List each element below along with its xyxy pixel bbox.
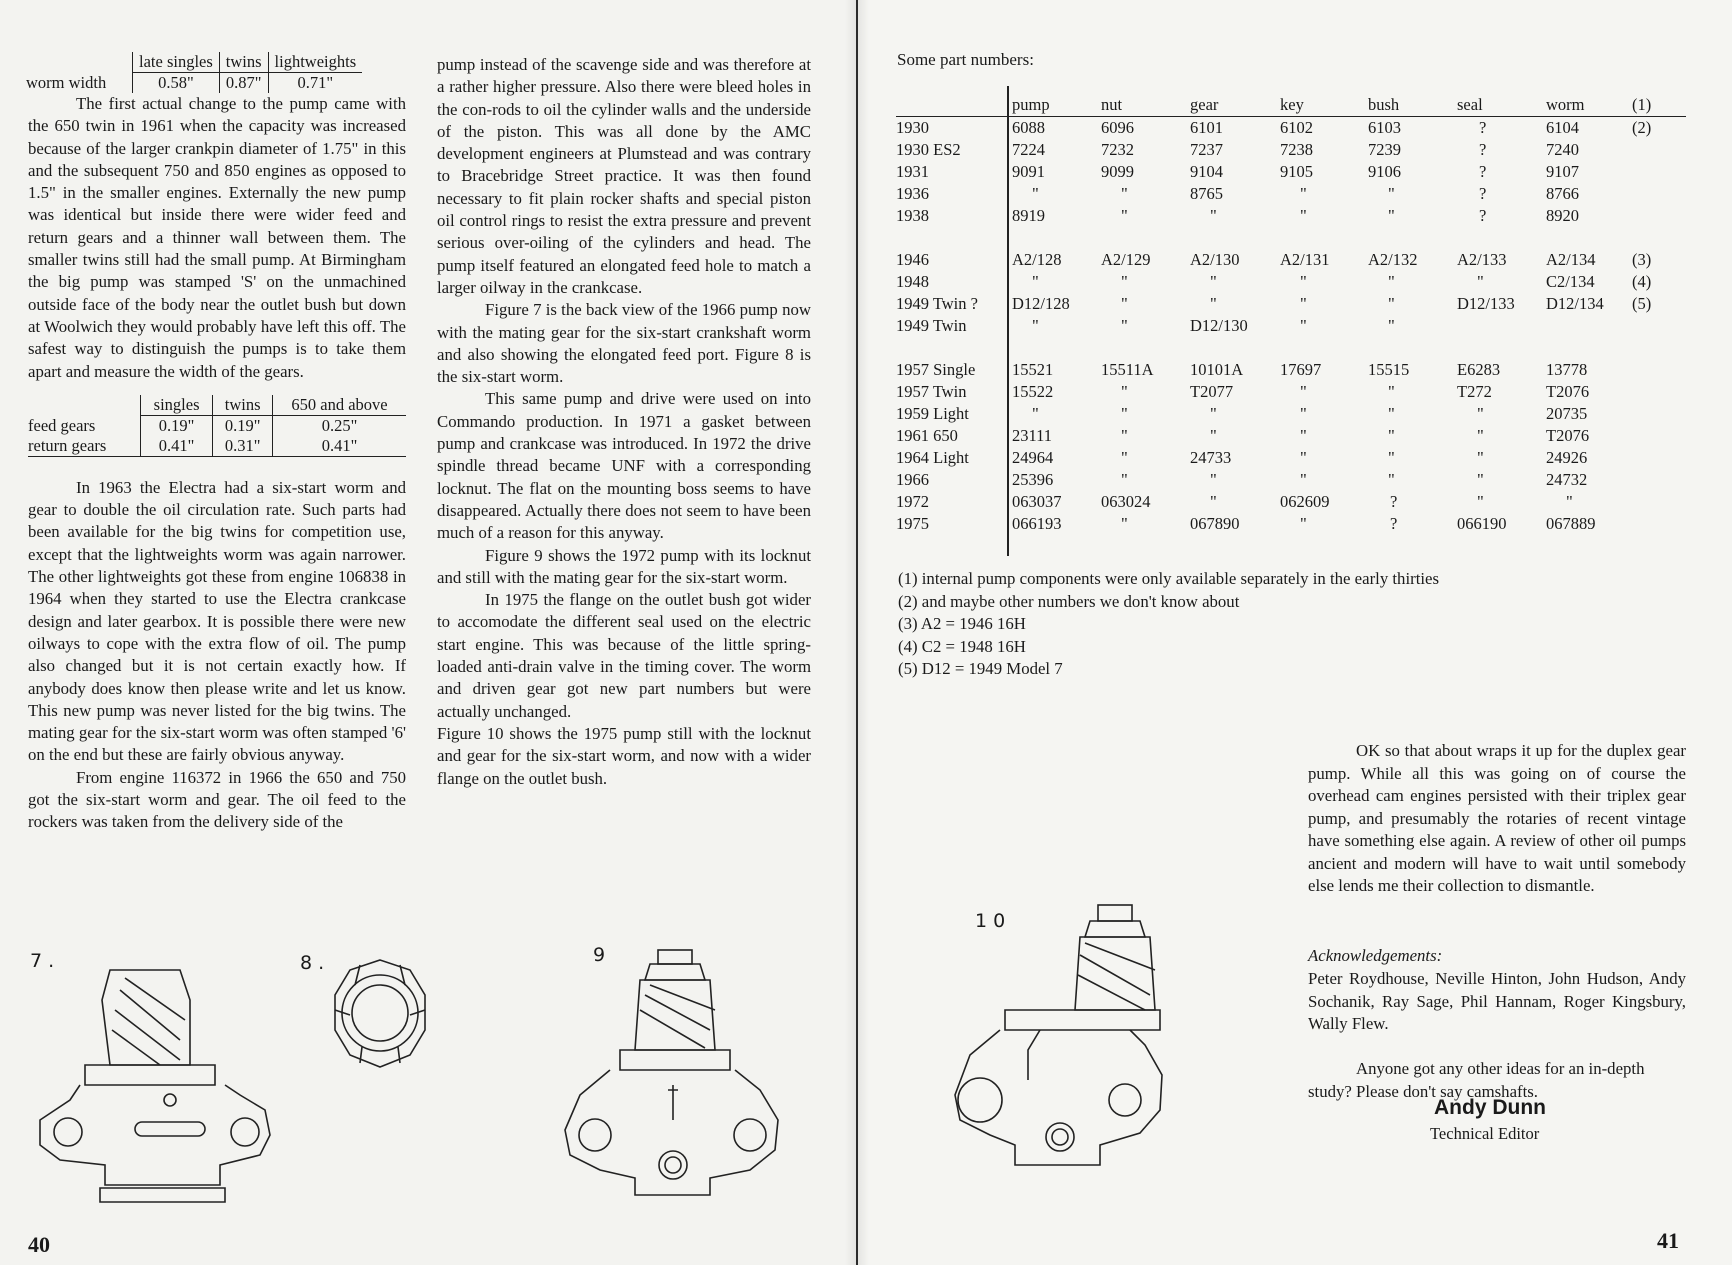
table-cell: " (1388, 426, 1395, 445)
note: (2) and maybe other numbers we don't know about (898, 591, 1240, 611)
left-column-2 (437, 54, 811, 790)
table-cell: " (1121, 184, 1128, 203)
figure-9-label: 9 (593, 944, 606, 966)
table-cell: A2/129 (1101, 250, 1151, 269)
cell-worm-lightweights: 0.71" (268, 73, 362, 94)
table-row (896, 491, 1686, 513)
paragraph: This same pump and drive were used on into Commando production. In 1971 a gasket between pump and crankcase was introduced. In 1972 the drive spindle thread became UNF with a corresponding locknut. The flat on the mounting boss seems to have disappeared. Actually there does not seem to have been much of a reason for this anyway. (437, 389, 811, 543)
page-number-right: 41 (1657, 1228, 1679, 1253)
table-cell: " (1388, 316, 1395, 335)
table-cell: (5) (1632, 294, 1652, 313)
table-cell: 24732 (1546, 470, 1588, 489)
row-year: 1975 (896, 514, 929, 533)
table-cell: 24926 (1546, 448, 1588, 467)
table-cell: 9106 (1368, 162, 1401, 181)
row-year: 1936 (896, 184, 929, 203)
header-lightweights: lightweights (268, 52, 362, 73)
cell: 0.25" (273, 415, 406, 436)
table-row (896, 359, 1686, 381)
table-cell: ? (1479, 206, 1487, 225)
header-singles: singles (141, 395, 213, 416)
table-row (896, 315, 1686, 337)
author-role: Technical Editor (1430, 1124, 1540, 1143)
table-cell: ? (1479, 140, 1487, 159)
paragraph: Figure 7 is the back view of the 1966 pump now with the mating gear for the six-start crankshaft worm and also showing the elongated feed port. Figure 8 is the six-start worm. (437, 300, 811, 387)
table-cell: " (1210, 206, 1217, 225)
figure-10-label: 1 0 (975, 910, 1006, 932)
table-cell: 6096 (1101, 118, 1134, 137)
table-cell: 8766 (1546, 184, 1579, 203)
closing-text: OK so that about wraps it up for the duplex gear pump. While all this was going on of course the overhead cam engines persisted with their triplex gear pump, and presumably the rotaries of recent vintage have something else again. A review of other oil pumps ancient and modern will have to wait until somebody else lends me their collection to dismantle. (1308, 741, 1686, 895)
row-year: 1957 Twin (896, 382, 967, 401)
table-cell: 15515 (1368, 360, 1410, 379)
table-cell: " (1477, 404, 1484, 423)
table-cell: D12/128 (1012, 294, 1070, 313)
table-cell: D12/133 (1457, 294, 1515, 313)
col-header: (1) (1632, 95, 1652, 114)
table-cell: 063037 (1012, 492, 1062, 511)
table-cell: 15522 (1012, 382, 1054, 401)
table-row (896, 139, 1686, 161)
table-cell: 9099 (1101, 162, 1134, 181)
table-row (896, 469, 1686, 491)
table-spacer-row (896, 227, 1686, 249)
row-label-return: return gears (28, 436, 141, 457)
table-cell: C2/134 (1546, 272, 1595, 291)
col-header: key (1280, 95, 1304, 114)
row-year: 1972 (896, 492, 929, 511)
table-cell: 6104 (1546, 118, 1579, 137)
table-cell: T2077 (1190, 382, 1234, 401)
figure-8-worm-drawing (330, 955, 430, 1075)
table-cell: " (1300, 294, 1307, 313)
table-cell: " (1388, 470, 1395, 489)
table-row (896, 161, 1686, 183)
table-row (896, 271, 1686, 293)
table-cell: " (1210, 272, 1217, 291)
col-header: worm (1546, 95, 1585, 114)
table-cell: " (1300, 404, 1307, 423)
header-650-above: 650 and above (273, 395, 406, 416)
table-cell: " (1388, 448, 1395, 467)
figure-8-label: 8 . (300, 952, 325, 974)
table-cell: A2/128 (1012, 250, 1062, 269)
table-cell: " (1121, 426, 1128, 445)
table-cell: 10101A (1190, 360, 1244, 379)
table-cell: 7224 (1012, 140, 1045, 159)
row-year: 1957 Single (896, 360, 976, 379)
table-cell: " (1121, 470, 1128, 489)
figure-7-pump-drawing (30, 960, 280, 1210)
table-cell: " (1388, 184, 1395, 203)
table-row (896, 381, 1686, 403)
cell: 0.19" (213, 415, 273, 436)
note: (3) A2 = 1946 16H (898, 614, 1026, 633)
table-cell: 066190 (1457, 514, 1507, 533)
table-cell: " (1300, 316, 1307, 335)
table-spacer-row (896, 337, 1686, 359)
left-column-1 (28, 52, 406, 834)
row-year: 1949 Twin (896, 316, 967, 335)
table-cell: " (1121, 294, 1128, 313)
row-year: 1931 (896, 162, 929, 181)
paragraph: From engine 116372 in 1966 the 650 and 750 got the six-start worm and gear. The oil feed to the rockers was taken from the delivery side of the (28, 767, 406, 832)
table-cell: ? (1479, 162, 1487, 181)
cell-worm-late-singles: 0.58" (133, 73, 220, 94)
table-cell: " (1121, 382, 1128, 401)
table-cell: 066193 (1012, 514, 1062, 533)
note: (4) C2 = 1948 16H (898, 636, 1026, 656)
table-cell: " (1300, 514, 1307, 533)
table-cell: " (1388, 206, 1395, 225)
table-cell: " (1032, 404, 1039, 423)
table-cell: 9091 (1012, 162, 1045, 181)
table-cell: ? (1479, 184, 1487, 203)
table-cell: " (1477, 448, 1484, 467)
table-cell: 6102 (1280, 118, 1313, 137)
table-cell: " (1388, 382, 1395, 401)
table-cell: 8919 (1012, 206, 1045, 225)
table-cell: ? (1479, 118, 1487, 137)
table-cell: ? (1390, 492, 1398, 511)
table-cell: " (1121, 514, 1128, 533)
table-cell: 15521 (1012, 360, 1054, 379)
row-year: 1964 Light (896, 448, 969, 467)
page-spine (856, 0, 858, 1265)
table-row (896, 293, 1686, 315)
note: (5) D12 = 1949 Model 7 (898, 659, 1063, 678)
table-cell: " (1121, 448, 1128, 467)
table-row (896, 205, 1686, 227)
ideas-text: Anyone got any other ideas for an in-depth study? Please don't say camshafts. (1308, 1059, 1645, 1101)
paragraph: pump instead of the scavenge side and was therefore at a rather higher pressure. Also there were bleed holes in the con-rods to oil the cylinder walls and the underside of the piston. This was all done by the AMC development engineers at Plumstead and was contrary to Bracebridge Street practice. It was then found necessary to fit plain rocker shafts and special piston oil control rings to resist the extra pressure and prevent serious over-oiling of the cylinders and head. The pump itself featured an elongated feed hole to match a larger oilway in the crankcase. (437, 55, 811, 297)
table-cell: " (1032, 184, 1039, 203)
table-cell: " (1566, 492, 1573, 511)
table-cell: 067889 (1546, 514, 1596, 533)
table-cell: T272 (1457, 382, 1492, 401)
table-cell: T2076 (1546, 382, 1590, 401)
table-row (896, 183, 1686, 205)
table-cell: (4) (1632, 272, 1652, 291)
table-cell: 7240 (1546, 140, 1579, 159)
table-cell: " (1210, 470, 1217, 489)
table-cell: " (1032, 272, 1039, 291)
table-cell: " (1477, 426, 1484, 445)
header-late-singles: late singles (133, 52, 220, 73)
col-header: nut (1101, 95, 1123, 114)
table-cell: " (1388, 294, 1395, 313)
paragraph: The first actual change to the pump came with the 650 twin in 1961 when the capacity was increased because of the larger crankpin diameter of 1.75" in this and the subsequent 750 and 850 engines as opposed to 1.5" in the smaller engines. Externally the new pump was identical but inside there were wider feed and return gears and a thinner wall between them. The smaller twins still had the small pump. At Birmingham the big pump was stamped 'S' on the unmachined outside face of the body near the outlet bush but down at Woolwich they would probably have left this off. The safest way to distinguish the pumps is to take them apart and measure the width of the gears. (28, 94, 406, 381)
author-name: Andy Dunn (1434, 1096, 1546, 1119)
table-cell: A2/133 (1457, 250, 1507, 269)
col-header: pump (1012, 95, 1050, 114)
table-cell: " (1121, 404, 1128, 423)
table-cell: " (1388, 272, 1395, 291)
table-cell: " (1121, 206, 1128, 225)
row-year: 1949 Twin ? (896, 294, 978, 313)
acknowledgements-text: Peter Roydhouse, Neville Hinton, John Hudson, Andy Sochanik, Ray Sage, Phil Hannam, Roger Kingsbury, Wally Flew. (1308, 969, 1686, 1033)
row-label-worm-width: worm width (26, 72, 107, 92)
table-cell: A2/131 (1280, 250, 1330, 269)
table-cell: 6088 (1012, 118, 1045, 137)
table-row (896, 447, 1686, 469)
table-cell: " (1300, 382, 1307, 401)
table-cell: " (1121, 272, 1128, 291)
acknowledgements-heading: Acknowledgements: (1308, 946, 1443, 965)
table-cell: " (1477, 492, 1484, 511)
table-cell: " (1300, 448, 1307, 467)
table-cell: " (1300, 272, 1307, 291)
paragraph: In 1963 the Electra had a six-start worm and gear to double the oil circulation rate. Such parts had been available for the big twins for competition use, except that the lightweights worm was again narrower. The other lightweights got these from engine 106838 in 1964 when they started to use the Electra crankcase design and later gearbox. It is possible there were new oilways to cope with the extra flow of oil. The pump also changed but it is not certain exactly how. If anybody does know then please write and let us know. This new pump was never listed for the big twins. The mating gear for the six-start worm was often stamped '6' on the end but these are fairly obvious anyway. (28, 477, 406, 765)
row-year: 1946 (896, 250, 929, 269)
table-cell: " (1477, 272, 1484, 291)
table-cell: A2/130 (1190, 250, 1240, 269)
col-header: gear (1190, 95, 1219, 114)
table-cell: 25396 (1012, 470, 1054, 489)
table-cell: ? (1390, 514, 1398, 533)
table-cell: (2) (1632, 118, 1652, 137)
table-cell: 6101 (1190, 118, 1223, 137)
table-cell: 13778 (1546, 360, 1588, 379)
table-cell: 9107 (1546, 162, 1579, 181)
table-cell: A2/132 (1368, 250, 1418, 269)
header-twins: twins (213, 395, 273, 416)
table-row (896, 249, 1686, 271)
row-year: 1961 650 (896, 426, 958, 445)
col-header: bush (1368, 95, 1400, 114)
table-cell: " (1300, 206, 1307, 225)
table-row (896, 403, 1686, 425)
closing-paragraph (1308, 740, 1686, 898)
table-cell: 8765 (1190, 184, 1223, 203)
table-notes (898, 568, 1439, 681)
table-cell: (3) (1632, 250, 1652, 269)
table-cell: 067890 (1190, 514, 1240, 533)
table-cell: 063024 (1101, 492, 1151, 511)
table-cell: A2/134 (1546, 250, 1596, 269)
table-cell: 17697 (1280, 360, 1322, 379)
row-year: 1966 (896, 470, 929, 489)
table-cell: " (1477, 470, 1484, 489)
table-cell: 24733 (1190, 448, 1232, 467)
table-cell: " (1300, 184, 1307, 203)
table-header-row (896, 94, 1686, 117)
table-cell: 24964 (1012, 448, 1054, 467)
row-year: 1959 Light (896, 404, 969, 423)
worm-width-table (26, 52, 362, 93)
table-body (896, 117, 1686, 535)
page-number-left: 40 (28, 1232, 50, 1257)
gear-width-table (28, 395, 406, 457)
figure-7-label: 7 . (30, 950, 55, 972)
note: (1) internal pump components were only available separately in the early thirties (898, 569, 1440, 588)
table-cell: " (1121, 316, 1128, 335)
table-cell: 9104 (1190, 162, 1223, 181)
table-row (896, 117, 1686, 139)
part-numbers-title: Some part numbers: (897, 50, 1034, 69)
cell: 0.19" (141, 415, 213, 436)
col-header: seal (1457, 95, 1483, 114)
part-numbers-table (896, 94, 1686, 535)
table-cell: " (1300, 470, 1307, 489)
table-cell: 7239 (1368, 140, 1401, 159)
table-cell: 7238 (1280, 140, 1313, 159)
table-row (896, 513, 1686, 535)
row-label-feed: feed gears (28, 415, 96, 435)
row-year: 1930 ES2 (896, 140, 961, 159)
table-cell: 7232 (1101, 140, 1134, 159)
table-cell: 7237 (1190, 140, 1223, 159)
paragraph: Figure 9 shows the 1972 pump with its locknut and still with the mating gear for the six-start worm. (437, 545, 811, 587)
table-cell: 9105 (1280, 162, 1313, 181)
table-cell: " (1032, 316, 1039, 335)
table-cell: D12/134 (1546, 294, 1604, 313)
table-cell: " (1210, 426, 1217, 445)
table-cell: " (1210, 294, 1217, 313)
header-twins: twins (219, 52, 268, 73)
table-cell: 6103 (1368, 118, 1401, 137)
cell: 0.41" (273, 436, 406, 457)
paragraph: In 1975 the flange on the outlet bush got wider to accomodate the different seal used on the electric start engine. This was because of the little spring-loaded anti-drain valve in the timing cover. The worm and driven gear got new part numbers but were actually unchanged. (437, 590, 811, 721)
table-cell: D12/130 (1190, 316, 1248, 335)
figure-10-pump-drawing (910, 905, 1170, 1195)
row-year: 1930 (896, 118, 929, 137)
table-cell: T2076 (1546, 426, 1590, 445)
table-cell: " (1210, 404, 1217, 423)
cell: 0.31" (213, 436, 273, 457)
table-cell: 062609 (1280, 492, 1330, 511)
table-cell: " (1388, 404, 1395, 423)
table-cell: 20735 (1546, 404, 1588, 423)
figure-9-pump-drawing (540, 950, 800, 1210)
paragraph: Figure 10 shows the 1975 pump still with the locknut and gear for the six-start worm, and now with a wider flange on the outlet bush. (437, 723, 811, 788)
table-cell: E6283 (1457, 360, 1501, 379)
table-row (896, 425, 1686, 447)
cell-worm-twins: 0.87" (219, 73, 268, 94)
table-cell: " (1210, 492, 1217, 511)
table-cell: " (1300, 426, 1307, 445)
row-year: 1948 (896, 272, 929, 291)
table-cell: 23111 (1012, 426, 1053, 445)
row-year: 1938 (896, 206, 929, 225)
table-cell: 15511A (1101, 360, 1154, 379)
table-cell: 8920 (1546, 206, 1579, 225)
cell: 0.41" (141, 436, 213, 457)
